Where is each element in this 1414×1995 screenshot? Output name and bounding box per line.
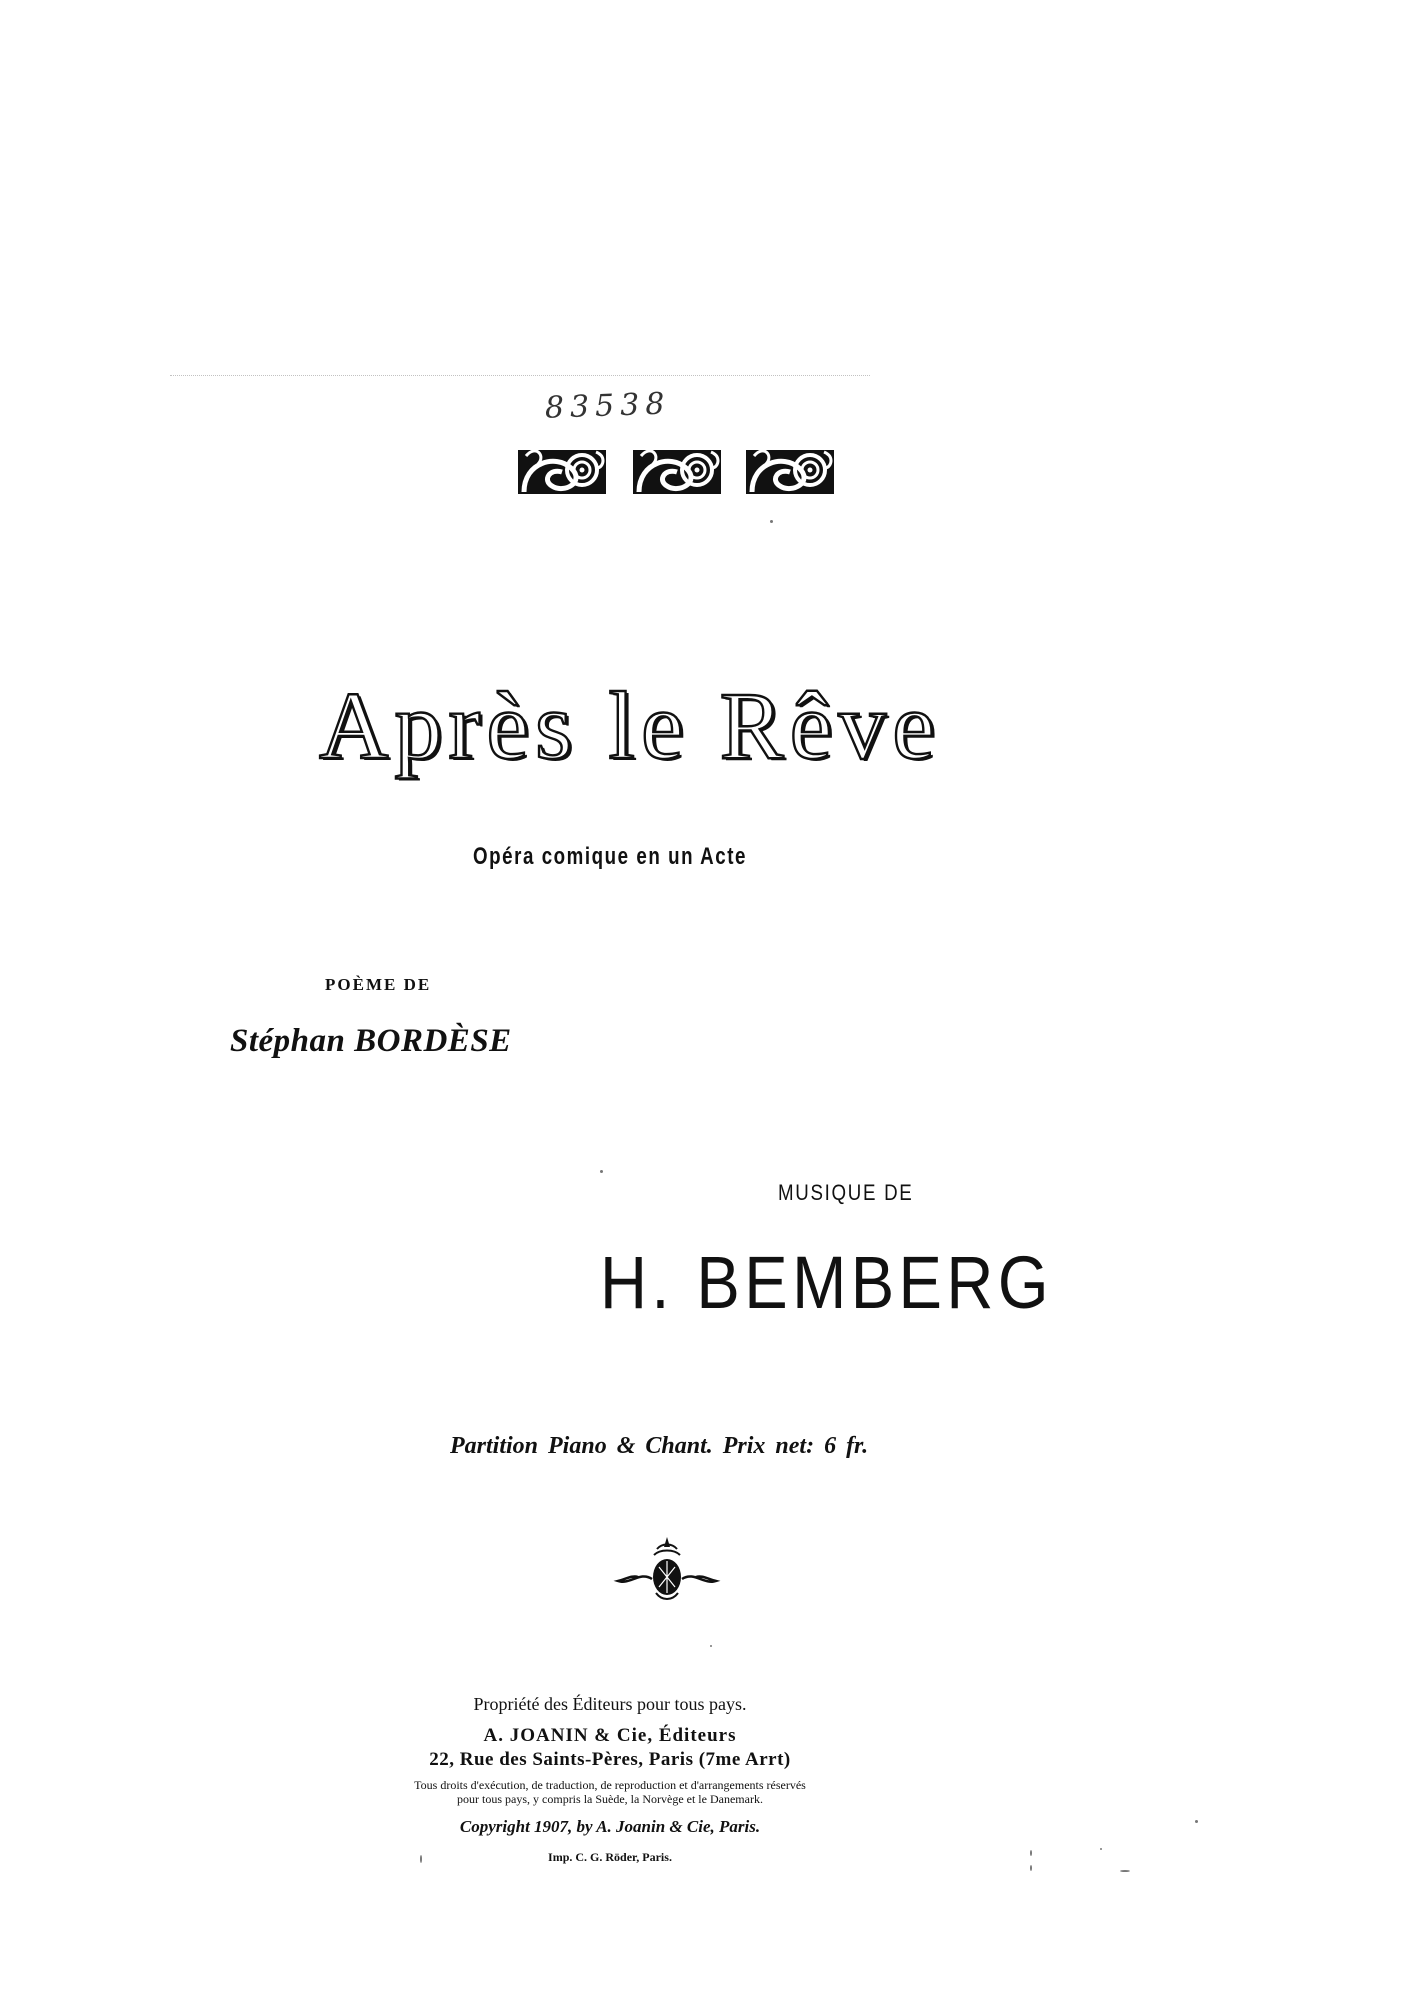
property-notice: Propriété des Éditeurs pour tous pays. [473, 1694, 747, 1714]
subtitle: Opéra comique en un Acte [473, 843, 747, 870]
scroll-ornament [516, 442, 836, 502]
publisher-address: 22, Rue des Saints-Pères, Paris (7me Arrt) [429, 1749, 791, 1770]
rights-line-2: pour tous pays, y compris la Suède, la Norvège et le Danemark. [457, 1792, 763, 1806]
librettist-label: POÈME DE [325, 975, 432, 994]
archive-number: 83538 [544, 386, 671, 426]
copyright-line: Copyright 1907, by A. Joanin & Cie, Paris. [459, 1817, 761, 1836]
printer-imprint: Imp. C. G. Röder, Paris. [548, 1850, 672, 1864]
rights-notice [0, 1778, 1220, 1806]
composer-label: MUSIQUE DE [778, 1180, 914, 1205]
fleuron-ornament [612, 1535, 722, 1605]
publisher-name: A. JOANIN & Cie, Éditeurs [483, 1725, 737, 1746]
composer-name: H. BEMBERG [600, 1241, 1053, 1324]
page-title: Après le Rêve [319, 672, 941, 779]
librettist-name: Stéphan BORDÈSE [230, 1023, 512, 1059]
edition-line: Partition Piano & Chant. Prix net: 6 fr. [450, 1433, 869, 1459]
rights-line-1: Tous droits d'exécution, de traduction, de reproduction et d'arrangements réservés [414, 1778, 806, 1792]
scan-artifact-line [170, 375, 870, 376]
